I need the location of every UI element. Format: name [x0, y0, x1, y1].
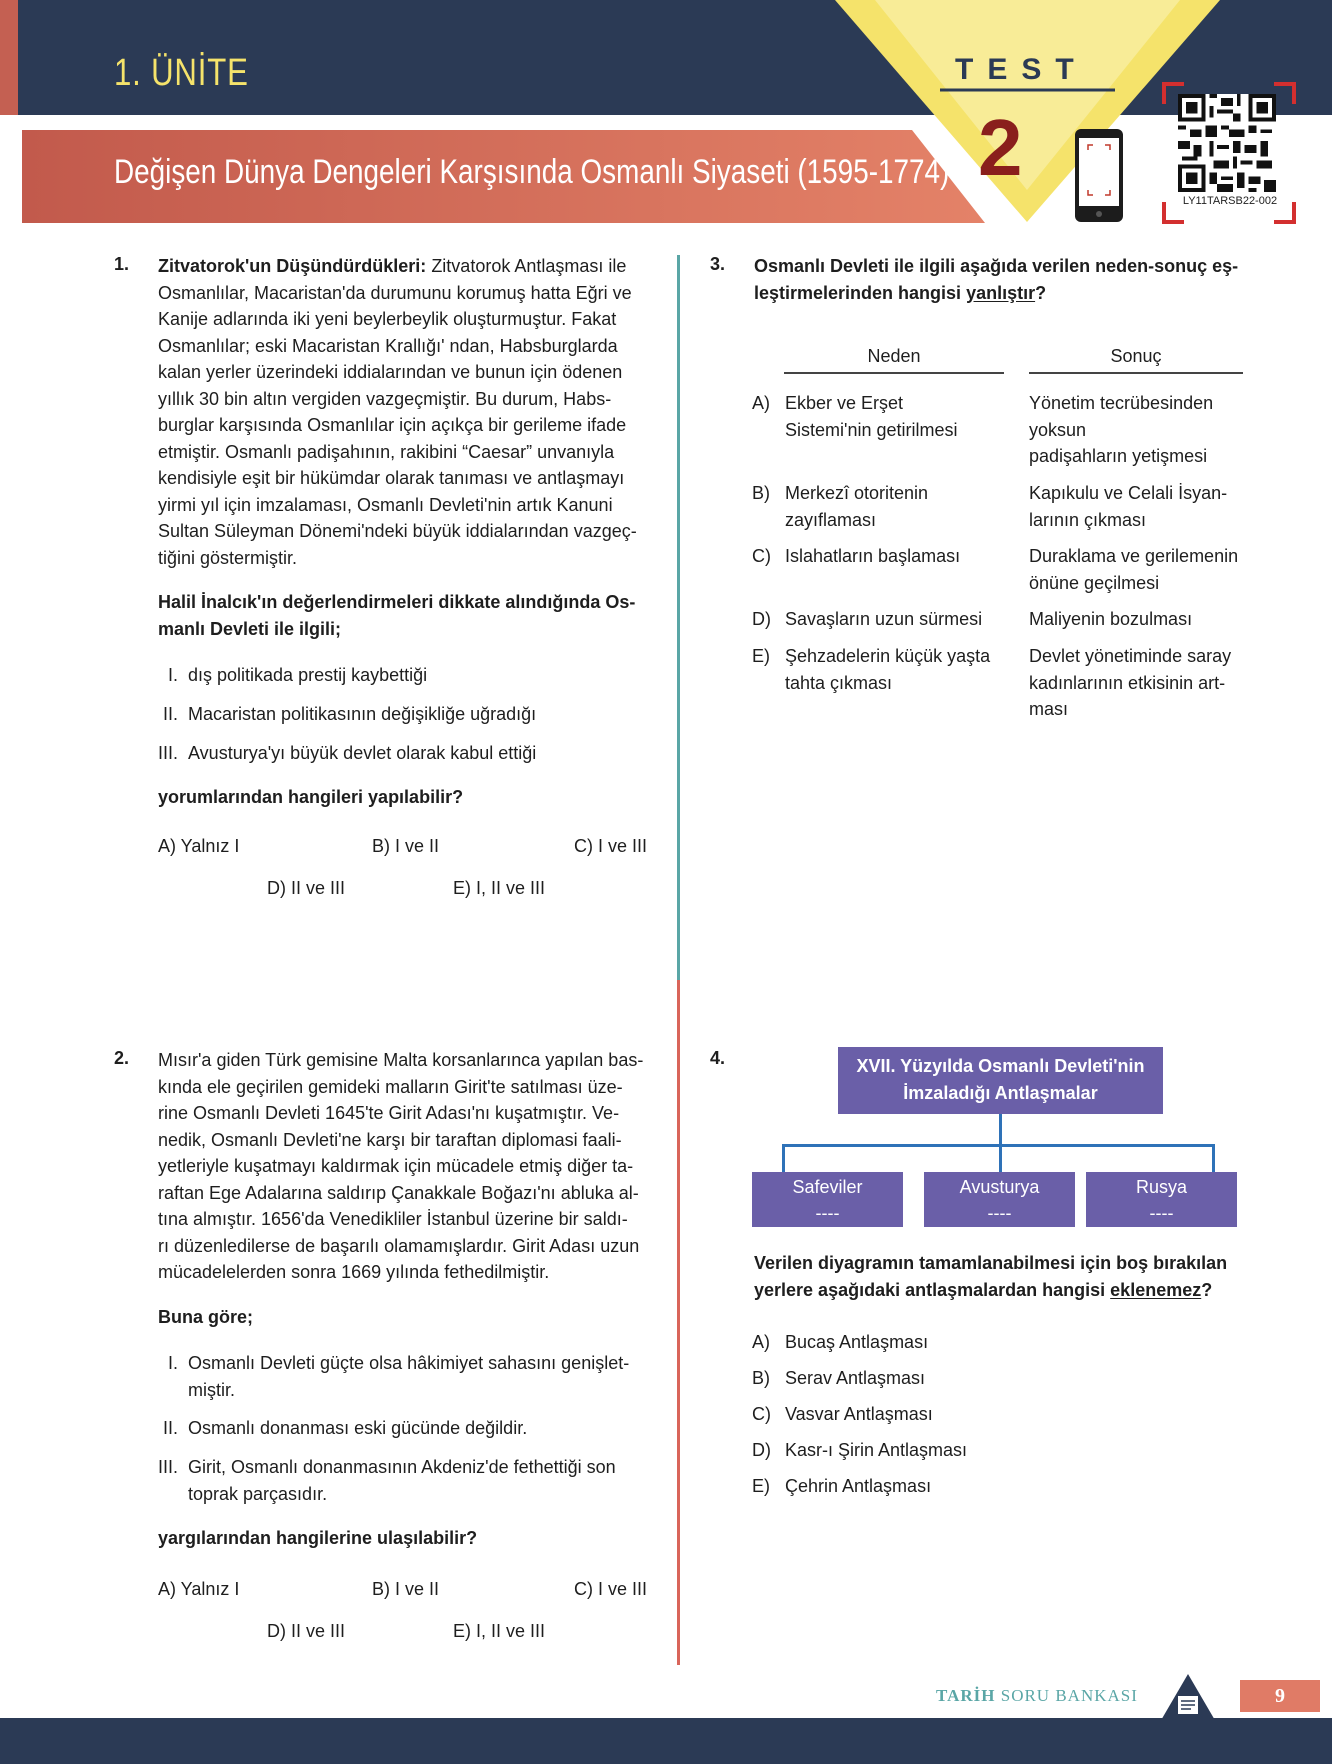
statement-text: dış politikada prestij kaybettiği — [188, 665, 428, 685]
roman-numeral: III. — [157, 743, 178, 763]
emphasis-word: yanlıştır — [966, 282, 1036, 303]
diagram-box-safeviler — [752, 1172, 903, 1227]
row-e-letter[interactable]: E) — [752, 646, 770, 666]
connector-line — [1212, 1144, 1215, 1174]
statement-text: Osmanlı donanması eski gücünde değildir. — [188, 1418, 528, 1438]
passage-line: Osmanlılar, Macaristan'da durumunu korumuş hatta Eğri ve — [158, 282, 632, 303]
prompt-line: Osmanlı Devleti ile ilgili aşağıda verilen neden-sonuç eş- — [754, 256, 1239, 276]
row-d-letter[interactable]: D) — [752, 609, 771, 629]
column-header-effect: Sonuç — [1110, 346, 1162, 366]
header-accent-strip — [0, 0, 18, 115]
roman-numeral: II. — [162, 1418, 178, 1438]
option-b[interactable]: B) I ve II — [372, 836, 440, 856]
row-b-effect — [1029, 480, 1227, 533]
footer-book-label — [936, 1686, 1138, 1706]
header-rule — [784, 372, 1004, 374]
passage-line: tına almıştır. 1656'da Venedikliler İstanbul üzerine bir saldı- — [158, 1209, 628, 1229]
question-2-prompt: Buna göre; — [158, 1307, 254, 1327]
row-c-cause — [785, 543, 960, 570]
passage-line: Mısır'a giden Türk gemisine Malta korsanlarınca yapılan bas- — [158, 1050, 644, 1070]
statement-text: toprak parçasıdır. — [188, 1483, 328, 1504]
box-blank: ---- — [815, 1203, 840, 1223]
row-d-effect — [1029, 606, 1192, 633]
prompt-text: ? — [1201, 1279, 1213, 1300]
roman-numeral: I. — [167, 1353, 178, 1373]
row-c-letter[interactable]: C) — [752, 546, 771, 566]
option-text: Vasvar Antlaşması — [785, 1404, 933, 1424]
statement-text: miştir. — [188, 1379, 235, 1400]
statement-text: Avusturya'yı büyük devlet olarak kabul ettiği — [188, 743, 537, 763]
prompt-text: yerlere aşağıdaki antlaşmalardan hangisi — [754, 1279, 1111, 1300]
diagram-box-avusturya — [924, 1172, 1075, 1227]
roman-numeral: I. — [167, 665, 178, 685]
page-title: Değişen Dünya Dengeleri Karşısında Osmanlı Siyaseti (1595-1774) — [114, 153, 950, 191]
passage-line: yıllık 30 bin altın vergiden vazgeçmiştir. Bu durum, Habs- — [158, 388, 612, 409]
option-text: Serav Antlaşması — [785, 1368, 926, 1388]
cause-line: Merkezî otoritenin — [785, 483, 929, 503]
prompt-text: leştirmelerinden hangisi — [754, 282, 967, 303]
statement-ii — [148, 701, 536, 728]
cause-line: Ekber ve Erşet — [785, 393, 904, 413]
option-a[interactable]: A) Yalnız I — [158, 836, 240, 856]
diagram-title-line: İmzaladığı Antlaşmalar — [903, 1083, 1098, 1103]
effect-line: Maliyenin bozulması — [1029, 609, 1193, 629]
passage-line: rı düzenledilerse de başarılı olamamışlardır. Girit Adası uzun — [158, 1235, 640, 1256]
column-divider-top — [677, 255, 680, 980]
option-d[interactable]: D) II ve III — [267, 1621, 346, 1641]
passage-line: Kanije adlarında iki yeni beylerbeylik oluşturmuştur. Fakat — [158, 309, 617, 329]
cause-line: tahta çıkması — [785, 672, 893, 693]
row-c-effect — [1029, 543, 1238, 596]
cause-line: Savaşların uzun sürmesi — [785, 609, 983, 629]
question-1-passage — [158, 253, 648, 571]
footer-brand: TARİH — [936, 1686, 996, 1705]
prompt-line: Halil İnalcık'ın değerlendirmeleri dikkate alındığında Os- — [158, 592, 636, 612]
box-label: Rusya — [1135, 1177, 1188, 1197]
option-c[interactable] — [752, 1404, 933, 1425]
row-d-cause — [785, 606, 982, 633]
passage-line: yirmi yıl için imzalaması, Osmanlı Devleti'nin artık Kanuni — [158, 494, 613, 515]
diagram-box-rusya — [1086, 1172, 1237, 1227]
passage-line: Sultan Süleyman Dönemi'ndeki büyük iddialarından vazgeç- — [158, 521, 637, 541]
option-c[interactable]: C) I ve III — [574, 1579, 648, 1599]
question-1-prompt — [158, 589, 648, 642]
option-d[interactable] — [752, 1440, 967, 1461]
question-number: 1. — [114, 254, 130, 274]
option-b[interactable] — [752, 1368, 925, 1389]
prompt-line: manlı Devleti ile ilgili; — [158, 618, 342, 639]
effect-line: Devlet yönetiminde saray — [1029, 646, 1232, 666]
effect-line: önüne geçilmesi — [1029, 572, 1160, 593]
box-blank: ---- — [1149, 1203, 1174, 1223]
box-label: Avusturya — [959, 1177, 1040, 1197]
effect-line: ması — [1029, 699, 1069, 719]
statement-i — [148, 1350, 648, 1403]
header-rule — [1029, 372, 1243, 374]
statement-iii — [148, 1454, 648, 1507]
column-header-cause: Neden — [867, 346, 921, 366]
qr-code[interactable] — [1178, 94, 1276, 192]
prompt-line — [754, 1277, 1254, 1304]
option-letter: D) — [752, 1440, 771, 1460]
passage-line: etmiştir. Osmanlı padişahının, rakibini “Caesar” unvanıyla — [158, 441, 615, 462]
row-a-cause — [785, 390, 958, 443]
effect-line: Yönetim tecrübesinden — [1029, 393, 1214, 413]
passage-line: raftan Ege Adalarına saldırıp Çanakkale Boğazı'nı abluka al- — [158, 1182, 639, 1203]
row-a-letter[interactable]: A) — [752, 393, 770, 413]
passage-line: kalan yerler üzerindeki iddialarından ve bunun için ödenen — [158, 362, 623, 382]
diagram-title-line: XVII. Yüzyılda Osmanlı Devleti'nin — [856, 1056, 1145, 1076]
option-d[interactable]: D) II ve III — [267, 878, 346, 898]
question-2-passage — [158, 1047, 648, 1286]
option-e[interactable] — [752, 1476, 931, 1497]
box-blank: ---- — [987, 1203, 1012, 1223]
passage-line: rine Osmanlı Devleti 1645'te Girit Adası'nı kuşatmıştır. Ve- — [158, 1103, 620, 1123]
option-c[interactable]: C) I ve III — [574, 836, 648, 856]
effect-line: Kapıkulu ve Celali İsyan- — [1029, 483, 1228, 503]
option-letter: B) — [752, 1368, 770, 1388]
passage-lead: Zitvatorok'un Düşündürdükleri: — [158, 256, 427, 276]
effect-line: Duraklama ve gerilemenin — [1029, 546, 1239, 566]
connector-line — [782, 1144, 1215, 1147]
question-number: 2. — [114, 1048, 130, 1068]
row-e-effect — [1029, 643, 1231, 723]
passage-line: burglar karşısında Osmanlılar için açıkça bir gerileme ifade — [158, 415, 627, 435]
book-logo-icon — [1158, 1672, 1218, 1724]
roman-numeral: III. — [157, 1457, 178, 1477]
statement-i — [148, 662, 427, 689]
passage-line: Osmanlılar; eski Macaristan Krallığı' ndan, Habsburglarda — [158, 335, 618, 356]
row-b-letter[interactable]: B) — [752, 483, 770, 503]
question-1-ask: yorumlarından hangileri yapılabilir? — [158, 787, 464, 807]
option-letter: E) — [752, 1476, 770, 1496]
column-divider-bottom — [677, 980, 680, 1665]
option-b[interactable]: B) I ve II — [372, 1579, 440, 1599]
passage-line: kında ele geçirilen gemideki malların Girit'te satılması üze- — [158, 1076, 623, 1097]
box-label: Safeviler — [792, 1177, 863, 1197]
option-e[interactable]: E) I, II ve III — [453, 878, 546, 898]
option-e[interactable]: E) I, II ve III — [453, 1621, 546, 1641]
row-b-cause — [785, 480, 928, 533]
test-number: 2 — [978, 103, 1023, 192]
effect-line: yoksun — [1029, 419, 1087, 440]
question-2-ask: yargılarından hangilerine ulaşılabilir? — [158, 1528, 478, 1548]
passage-line: tiğini göstermiştir. — [158, 547, 298, 568]
cause-line: zayıflaması — [785, 509, 877, 530]
effect-line: larının çıkması — [1029, 509, 1147, 530]
cause-line: Şehzadelerin küçük yaşta — [785, 646, 991, 666]
statement-text: Macaristan politikasının değişikliğe uğradığı — [188, 704, 537, 724]
row-e-cause — [785, 643, 990, 696]
statement-ii — [148, 1415, 527, 1442]
effect-line: kadınlarının etkisinin art- — [1029, 672, 1226, 693]
option-a[interactable] — [752, 1332, 928, 1353]
option-a[interactable]: A) Yalnız I — [158, 1579, 240, 1599]
smartphone-icon — [1074, 128, 1124, 223]
passage-line: kendisiyle eşit bir hükümdar olarak tanıması ve antlaşmayı — [158, 468, 625, 488]
test-label: TEST — [955, 53, 1088, 86]
statement-text: Osmanlı Devleti güçte olsa hâkimiyet sahasını genişlet- — [188, 1353, 630, 1373]
passage-line: mücadelelerden sonra 1669 yılında fethedilmiştir. — [158, 1262, 550, 1282]
cause-line: Islahatların başlaması — [785, 546, 961, 566]
statement-iii — [148, 740, 536, 767]
qr-code-id: LY11TARSB22-002 — [1182, 195, 1278, 207]
passage-line: nedik, Osmanlı Devleti'ne karşı bir taraftan diplomasi faali- — [158, 1129, 622, 1150]
passage-line: yetleriyle kuşatmayı kaldırmak için mücadele etmiş diğer ta- — [158, 1156, 634, 1176]
unit-label: 1. ÜNİTE — [114, 52, 249, 94]
prompt-line: Verilen diyagramın tamamlanabilmesi için boş bırakılan — [754, 1253, 1228, 1273]
option-letter: C) — [752, 1404, 771, 1424]
prompt-text: ? — [1035, 282, 1047, 303]
option-text: Kasr-ı Şirin Antlaşması — [785, 1440, 968, 1460]
question-number: 4. — [710, 1048, 726, 1068]
page-number: 9 — [1240, 1680, 1320, 1712]
passage-line: Zitvatorok Antlaşması ile — [431, 256, 627, 276]
question-number: 3. — [710, 254, 726, 274]
option-letter: A) — [752, 1332, 770, 1352]
question-3-prompt — [754, 253, 1244, 306]
option-text: Bucaş Antlaşması — [785, 1332, 929, 1352]
diagram-root-box — [838, 1047, 1163, 1114]
emphasis-word: eklenemez — [1110, 1279, 1202, 1300]
prompt-line — [754, 280, 1244, 307]
row-a-effect — [1029, 390, 1213, 470]
cause-line: Sistemi'nin getirilmesi — [785, 419, 958, 440]
option-text: Çehrin Antlaşması — [785, 1476, 932, 1496]
question-4-prompt — [754, 1250, 1254, 1303]
connector-line — [782, 1144, 785, 1174]
footer-band — [0, 1718, 1332, 1764]
footer-subtitle: SORU BANKASI — [1000, 1686, 1138, 1705]
statement-text: Girit, Osmanlı donanmasının Akdeniz'de fethettiği son — [188, 1457, 616, 1477]
effect-line: padişahların yetişmesi — [1029, 446, 1208, 466]
roman-numeral: II. — [162, 704, 178, 724]
